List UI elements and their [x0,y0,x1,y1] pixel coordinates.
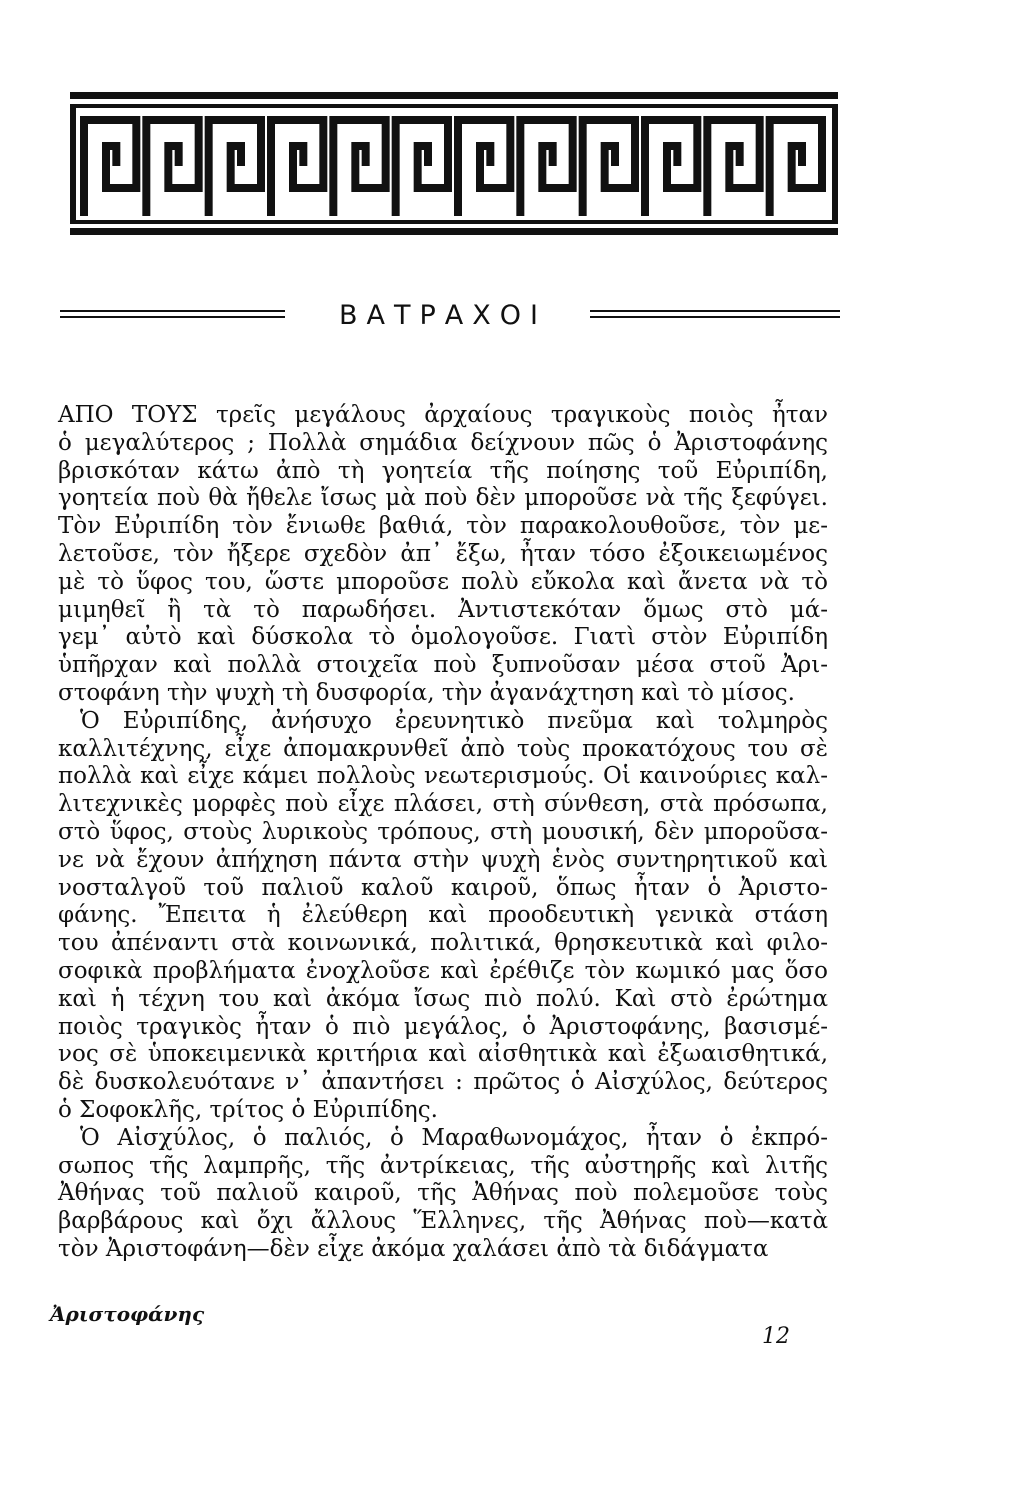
text-line: φάνης. Ἔπειτα ἡ ἐλεύθερη καὶ προοδευτικὴ γενικὰ στάση [58,902,828,929]
text-line: τὸν Ἀριστοφάνη—δὲν εἶχε ἀκόμα χαλάσει ἀπὸ τὰ διδάγματα [58,1235,769,1262]
text-line: ὁ μεγαλύτερος ; Πολλὰ σημάδια δείχνουν πῶς ὁ Ἀριστοφάνης [58,429,828,456]
body-text [58,402,828,1264]
text-line: νος σὲ ὑποκειμενικὰ κριτήρια καὶ αἰσθητικὰ καὶ ἐξωαισθητικά, [58,1041,828,1068]
text-line: Τὸν Εὐριπίδη τὸν ἔνιωθε βαθιά, τὸν παρακολουθοῦσε, τὸν με- [58,513,828,540]
text-line: λιτεχνικὲς μορφὲς ποὺ εἶχε πλάσει, στὴ σύνθεση, στὰ πρόσωπα, [58,791,828,818]
text-line: ποιὸς τραγικὸς ἦταν ὁ πιὸ μεγάλος, ὁ Ἀριστοφάνης, βασισμέ- [58,1013,828,1040]
meander-unit [271,120,323,216]
meander-unit [333,120,385,216]
meander-unit [770,120,822,216]
page-title: ΒΑΤΡΑΧΟΙ [339,300,547,331]
text-line: καὶ ἡ τέχνη του καὶ ἀκόμα ἴσως πιὸ πολύ. Καὶ στὸ ἐρώτημα [58,985,828,1012]
meander-unit [645,120,697,216]
text-line: γεμ᾿ αὐτὸ καὶ δύσκολα τὸ ὁμολογοῦσε. Γιατὶ στὸν Εὐριπίδη [58,624,828,651]
text-line: μιμηθεῖ ἢ τὰ τὸ παρωδήσει. Ἀντιστεκόταν ὅμως στὸ μά- [58,596,828,623]
text-line: καλλιτέχνης, εἶχε ἀπομακρυνθεῖ ἀπὸ τοὺς προκατόχους του σὲ [58,735,828,762]
meander-unit [458,120,510,216]
text-line: νε νὰ ἔχουν ἀπήχηση πάντα στὴν ψυχὴ ἑνὸς συντηρητικοῦ καὶ [58,846,828,873]
footer-signature: Ἀριστοφάνης [50,1302,205,1326]
meander-unit [84,120,136,216]
text-line: σωπος τῆς λαμπρῆς, τῆς ἀντρίκειας, τῆς αὐστηρῆς καὶ λιτῆς [58,1152,828,1179]
meander-unit [707,120,759,216]
text-line: νοσταλγοῦ τοῦ παλιοῦ καλοῦ καιροῦ, ὅπως ἦταν ὁ Ἀριστο- [58,874,828,901]
text-line: Ὁ Εὐριπίδης, ἀνήσυχο ἐρευνητικὸ πνεῦμα καὶ τολμηρὸς [80,707,828,734]
text-line: ὑπῆρχαν καὶ πολλὰ στοιχεῖα ποὺ ξυπνοῦσαν μέσα στοῦ Ἀρι- [58,652,828,679]
text-line: μὲ τὸ ὕφος του, ὥστε μποροῦσε πολὺ εὔκολα καὶ ἄνετα νὰ τὸ [58,568,828,595]
greek-key-border [70,92,838,240]
meander-unit [146,120,198,216]
text-line: σοφικὰ προβλήματα ἐνοχλοῦσε καὶ ἐρέθιζε τὸν κωμικό μας ὅσο [58,957,828,984]
text-line: Ἀθήνας τοῦ παλιοῦ καιροῦ, τῆς Ἀθήνας ποὺ πολεμοῦσε τοὺς [58,1180,828,1207]
text-line: ΑΠΟ ΤΟΥΣ τρεῖς μεγάλους ἀρχαίους τραγικοὺς ποιὸς ἦταν [58,402,828,428]
text-line: βαρβάρους καὶ ὄχι ἄλλους Ἕλληνες, τῆς Ἀθήνας ποὺ—κατὰ [58,1208,828,1235]
text-line: του ἀπέναντι στὰ κοινωνικά, πολιτικά, θρησκευτικὰ καὶ φιλο- [58,930,828,957]
meander-unit [520,120,572,216]
title-rule-right [590,310,840,320]
text-line: δὲ δυσκολευότανε ν᾿ ἀπαντήσει : πρῶτος ὁ Αἰσχύλος, δεύτερος [58,1069,828,1096]
text-line: ὁ Σοφοκλῆς, τρίτος ὁ Εὐριπίδης. [58,1096,438,1123]
meander-unit [583,120,635,216]
meander-unit [209,120,261,216]
text-line: Ὁ Αἰσχύλος, ὁ παλιός, ὁ Μαραθωνομάχος, ἦταν ὁ ἐκπρό- [80,1124,828,1151]
text-line: βρισκόταν κάτω ἀπὸ τὴ γοητεία τῆς ποίησης τοῦ Εὐριπίδη, [58,457,828,484]
text-line: στοφάνη τὴν ψυχὴ τὴ δυσφορία, τὴν ἀγανάχτηση καὶ τὸ μίσος. [58,679,795,706]
meander-unit [396,120,448,216]
text-line: πολλὰ καὶ εἶχε κάμει πολλοὺς νεωτερισμούς. Οἱ καινούριες καλ- [58,763,828,790]
title-rule-left [60,310,285,320]
text-line: λετοῦσε, τὸν ἤξερε σχεδὸν ἀπ᾿ ἔξω, ἦταν τόσο ἐξοικειωμένος [58,540,828,567]
title-row [60,296,840,340]
text-line: στὸ ὕφος, στοὺς λυρικοὺς τρόπους, στὴ μουσική, δὲν μποροῦσα- [58,818,828,845]
text-line: γοητεία ποὺ θὰ ἤθελε ἴσως μὰ ποὺ δὲν μποροῦσε νὰ τῆς ξεφύγει. [58,485,828,512]
page-number: 12 [762,1324,790,1349]
